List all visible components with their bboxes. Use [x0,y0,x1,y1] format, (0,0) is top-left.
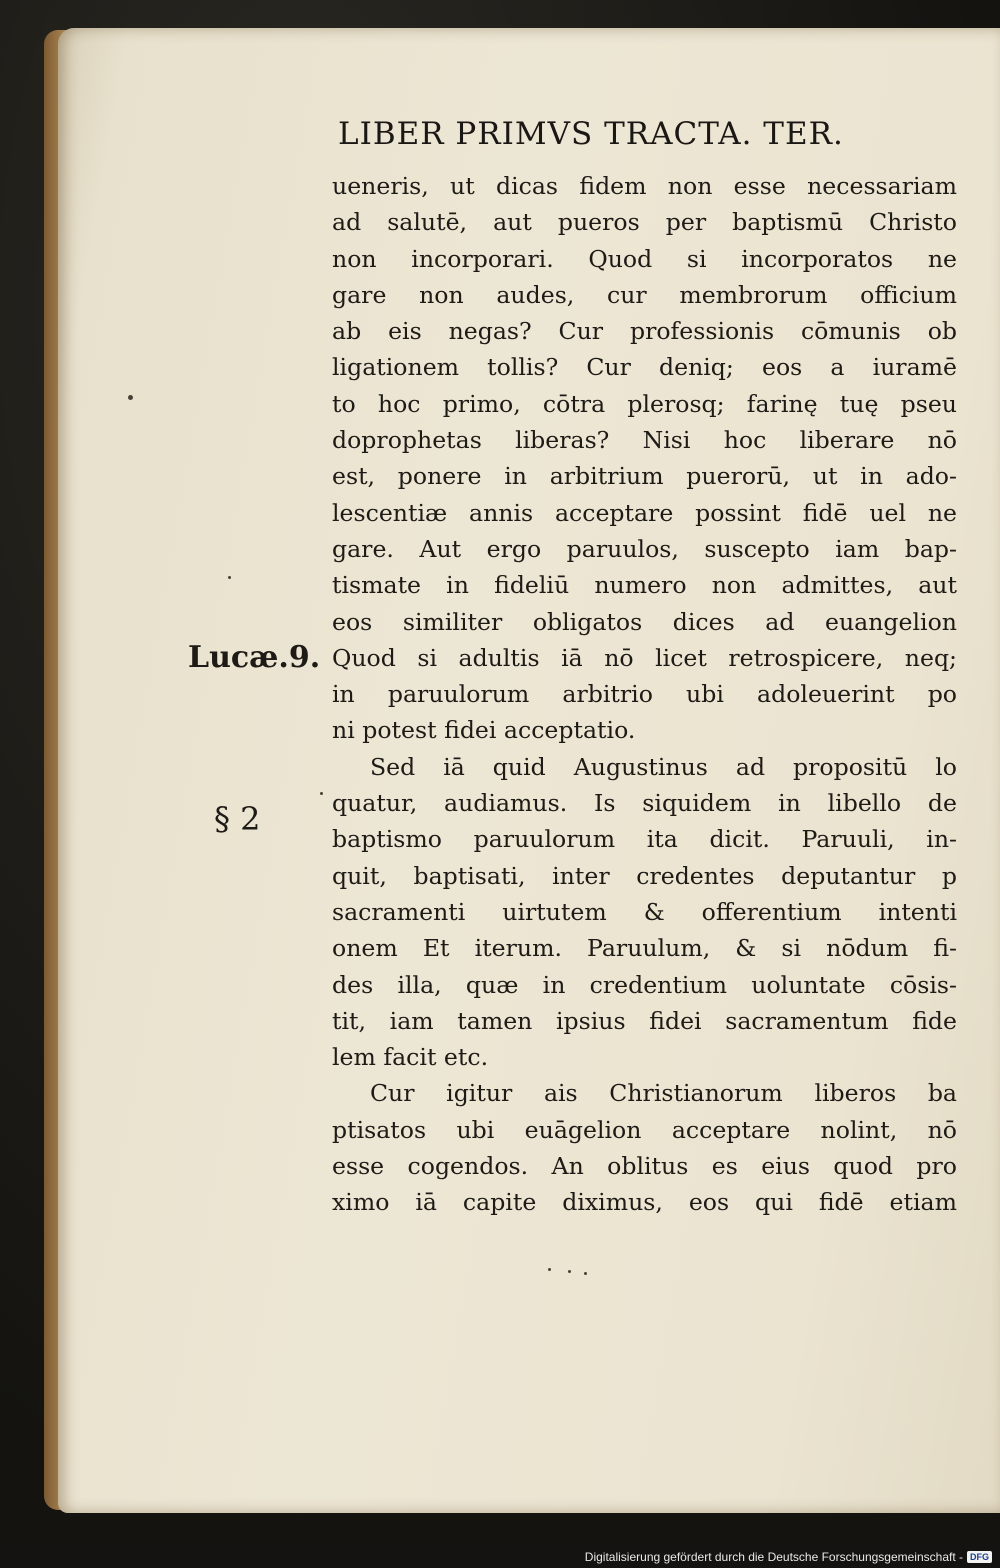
text-line: in paruulorum arbitrio ubi adoleuerint po [332,680,957,709]
text-line: ptisatos ubi euāgelion acceptare nolint, nō [332,1115,957,1144]
text-line: lescentiæ annis acceptare possint fidē uel ne [332,498,957,527]
ink-speck [548,1268,551,1271]
ink-speck [128,395,133,400]
text-line: quatur, audiamus. Is siquidem in libello de [332,789,957,818]
text-line: Quod si adultis iā nō licet retrospicere, neq; [332,643,957,672]
text-line: sacramenti uirtutem & offerentium intenti [332,897,957,926]
body-text [332,168,957,1221]
text-line: Sed iā quid Augustinus ad propositū lo [370,752,957,781]
running-header: LIBER PRIMVS TRACTA. TER. [338,116,844,152]
digitization-footer [0,1545,1000,1568]
text-line: baptismo paruulorum ita dicit. Paruuli, in- [332,825,957,854]
text-line: lem facit etc. [332,1043,489,1072]
footer-credit-text: Digitalisierung gefördert durch die Deutsche Forschungsgemeinschaft - [584,1550,963,1564]
text-line: eos similiter obligatos dices ad euangelion [332,607,957,636]
text-line: to hoc primo, cōtra plerosq; farinę tuę pseu [332,389,957,418]
ink-speck [568,1270,571,1273]
ink-speck [584,1272,587,1275]
text-line: ni potest fidei acceptatio. [332,716,636,745]
text-line: ueneris, ut dicas fidem non esse necessariam [332,172,957,200]
text-line: ligationem tollis? Cur deniq; eos a iuramē [332,353,957,382]
text-line: quit, baptisati, inter credentes deputantur p [332,861,957,890]
text-line: gare non audes, cur membrorum officium [332,280,957,309]
text-line: non incorporari. Quod si incorporatos ne [332,244,957,273]
text-line: tit, iam tamen ipsius fidei sacramentum fide [332,1006,957,1035]
text-line: gare. Aut ergo paruulos, suscepto iam bap- [332,534,957,563]
text-line: ab eis negas? Cur professionis cōmunis ob [332,317,957,346]
text-line: onem Et iterum. Paruulum, & si nōdum fi- [332,934,957,963]
text-line: est, ponere in arbitrium puerorū, ut in ado- [332,462,957,491]
margin-note-section: § 2 [214,800,261,838]
text-line: esse cogendos. An oblitus es eius quod pro [332,1152,957,1181]
ink-speck [228,576,231,579]
text-line: tismate in fideliū numero non admittes, aut [332,571,957,600]
text-line: ximo iā capite diximus, eos qui fidē etiam [332,1188,957,1217]
dfg-logo: DFG [967,1551,992,1563]
margin-note-lucae: Lucæ.9. [188,640,321,675]
text-line: doprophetas liberas? Nisi hoc liberare nō [332,426,957,455]
ink-speck [320,792,323,795]
text-line: ad salutē, aut pueros per baptismū Christo [332,208,957,237]
text-line: Cur igitur ais Christianorum liberos ba [370,1079,957,1108]
text-line: des illa, quæ in credentium uoluntate cōsis- [332,970,957,999]
footer-credit [585,1550,992,1564]
